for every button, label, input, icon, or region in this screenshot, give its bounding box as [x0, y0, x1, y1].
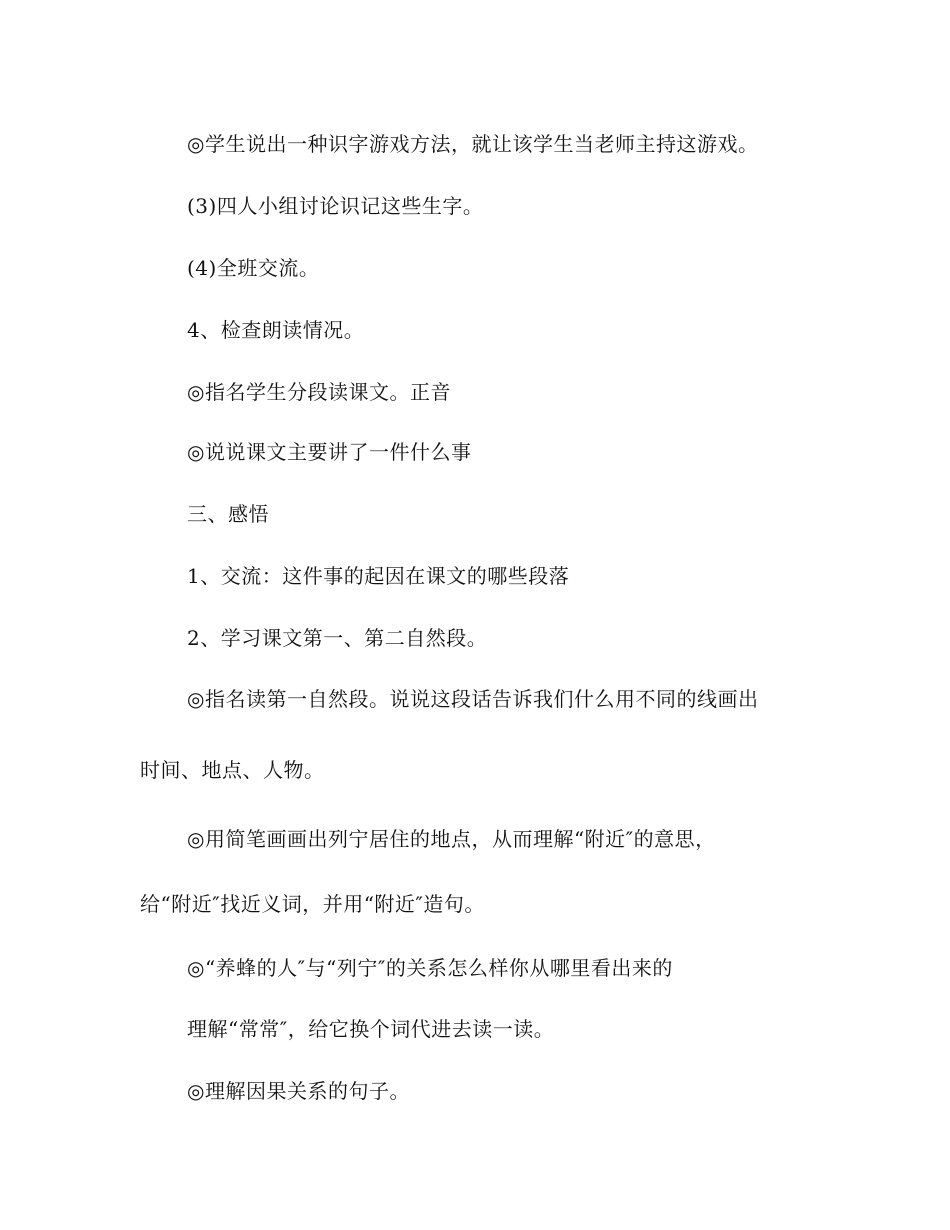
paragraph-exchange-cause: 1、交流：这件事的起因在课文的哪些段落: [187, 564, 570, 588]
paragraph-check-reading: 4、检查朗读情况。: [187, 318, 365, 342]
paragraph-study-sections: 2、学习课文第一、第二自然段。: [187, 626, 488, 650]
paragraph-read-first-section: ◎指名读第一自然段。说说这段话告诉我们什么用不同的线画出: [187, 687, 759, 711]
paragraph-class-exchange: (4)全班交流。: [187, 256, 320, 280]
paragraph-literacy-game: ◎学生说出一种识字游戏方法，就让该学生当老师主持这游戏。: [187, 132, 759, 156]
paragraph-section-reading: ◎指名学生分段读课文。正音: [187, 380, 451, 404]
section-heading-perception: 三、感悟: [187, 502, 269, 526]
paragraph-draw-location: ◎用简笔画画出列宁居住的地点，从而理解“附近″的意思，: [187, 827, 716, 851]
paragraph-relationship: ◎“养蜂的人″与“列宁″的关系怎么样你从哪里看出来的: [187, 956, 673, 980]
paragraph-read-first-section-cont: 时间、地点、人物。: [140, 758, 325, 782]
paragraph-cause-effect: ◎理解因果关系的句子。: [187, 1079, 410, 1103]
paragraph-group-discussion: (3)四人小组讨论识记这些生字。: [187, 194, 484, 218]
paragraph-understand-often: 理解“常常″，给它换个词代进去读一读。: [187, 1017, 555, 1041]
paragraph-draw-location-cont: 给“附近″找近义词，并用“附近″造句。: [140, 892, 485, 916]
paragraph-main-idea: ◎说说课文主要讲了一件什么事: [187, 440, 472, 464]
